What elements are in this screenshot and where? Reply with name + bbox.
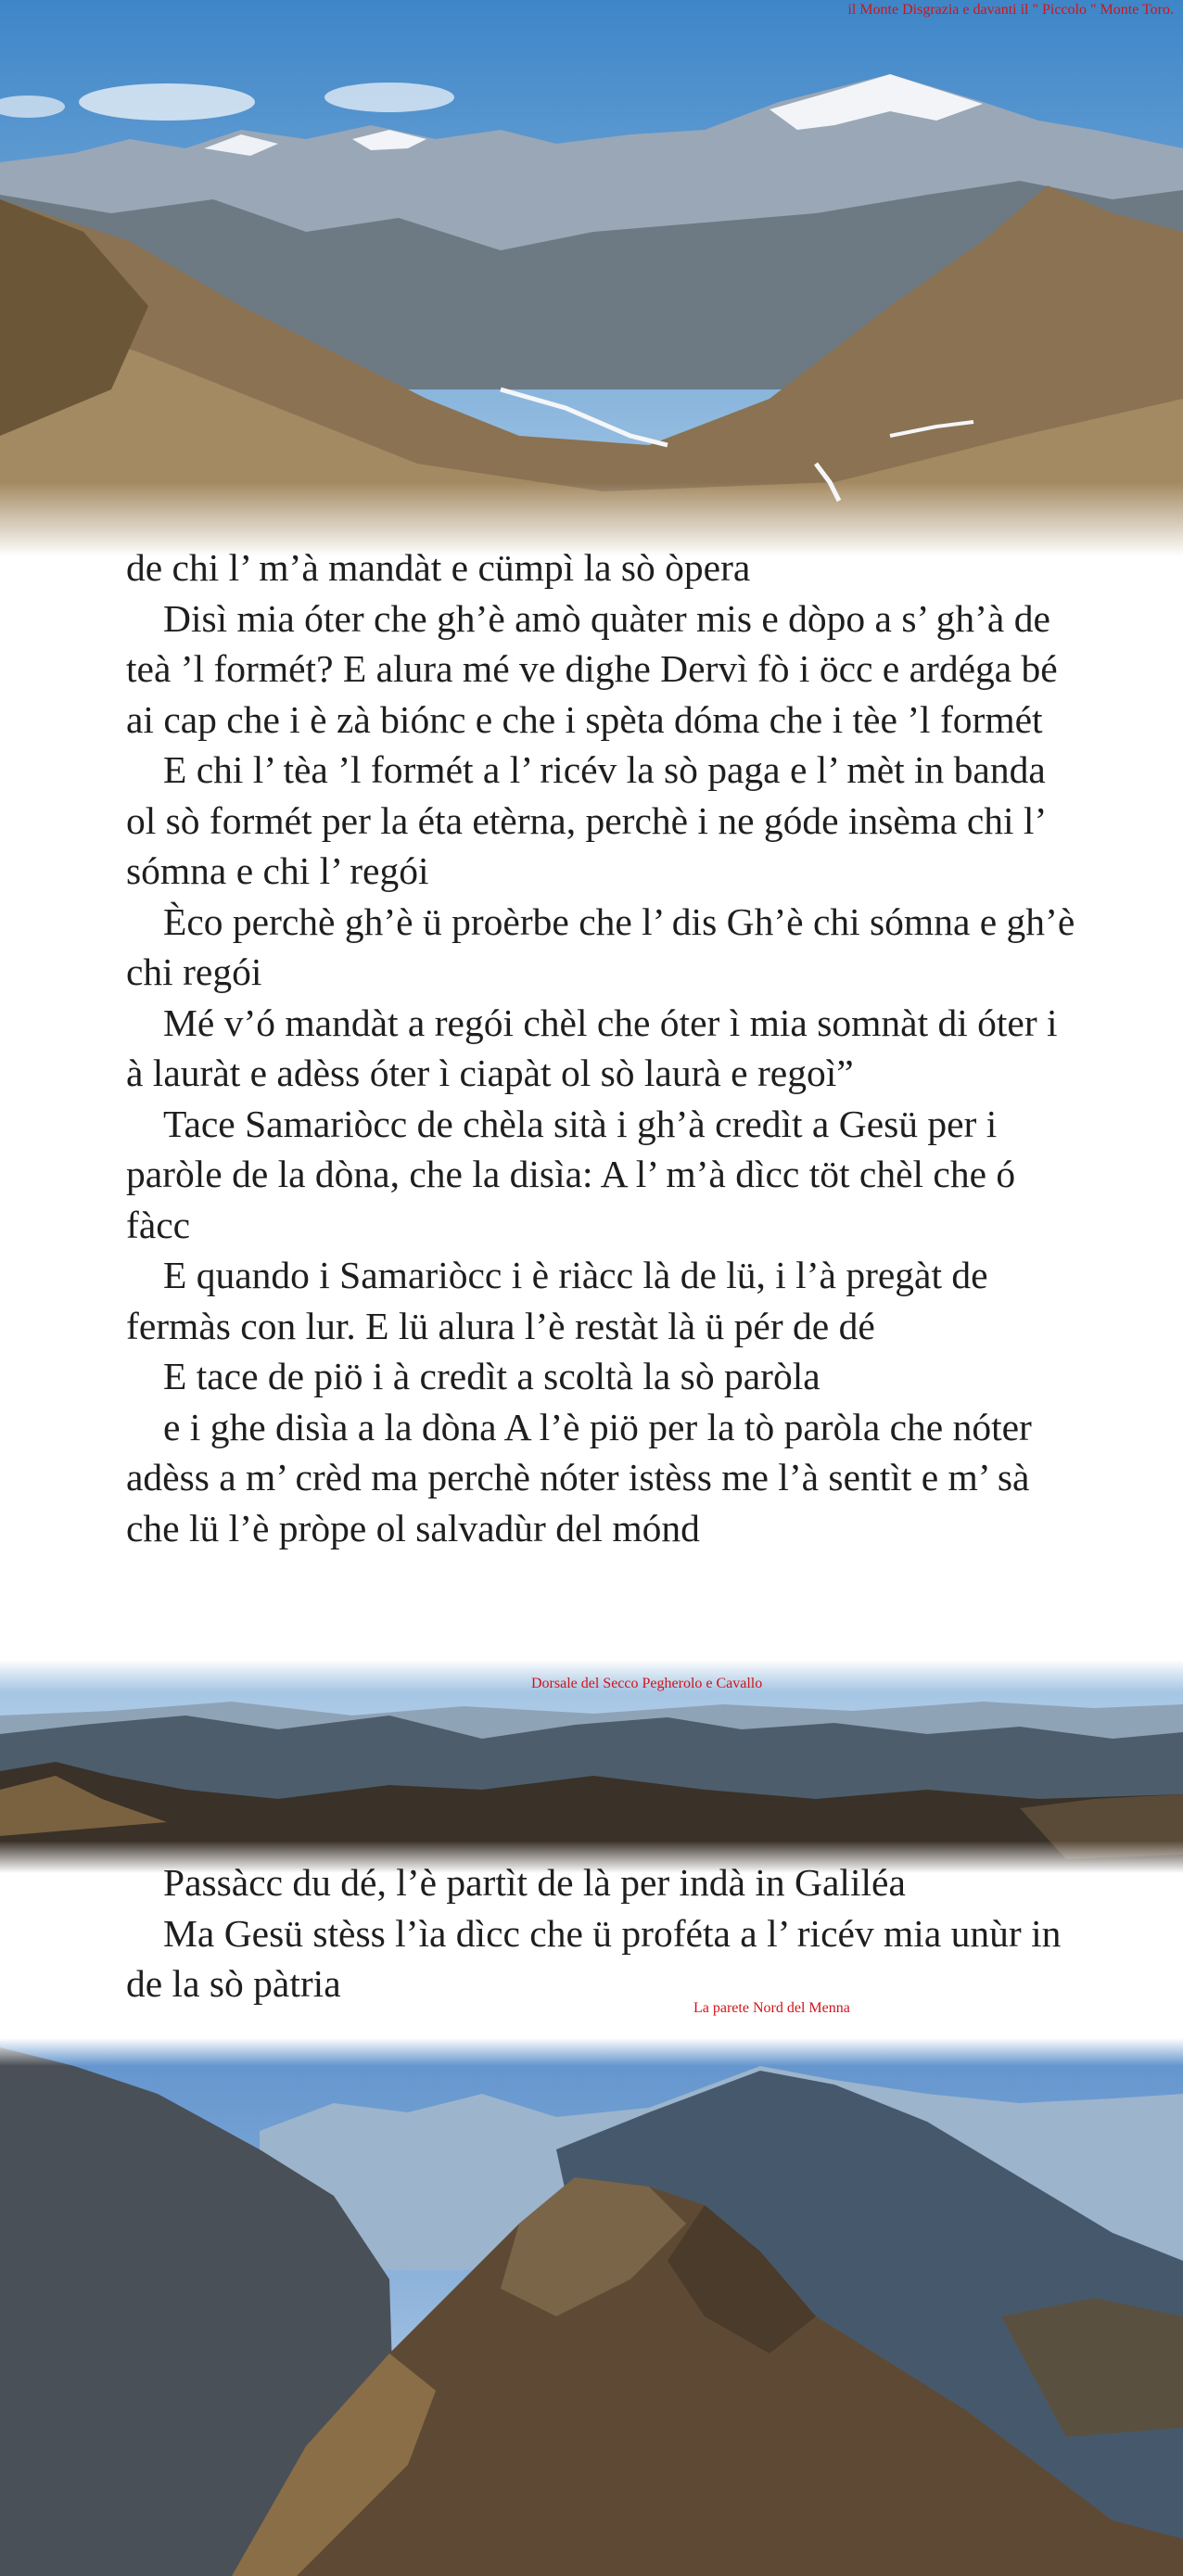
paragraph: E quando i Samariòcc i è riàcc là de lü, i l’à pregàt de fermàs con lur. E lü alura l’è restàt là ü pér de dé	[126, 1254, 988, 1347]
paragraph: Disì mia óter che gh’è amò quàter mis e dòpo a s’ gh’à de teà ’l formét? E alura mé ve dighe Dervì fò i öcc e ardéga bé ai cap che i è zà biónc e che i spèta dóma che i tèe ’l formét	[126, 596, 1058, 741]
photo-parete-nord-menna	[0, 2038, 1183, 2576]
paragraph: E chi l’ tèa ’l formét a l’ ricév la sò paga e l’ mèt in banda ol sò formét per la éta etèrna, perchè i ne góde insèma chi l’ sómna e chi l’ regói	[126, 748, 1046, 892]
paragraph: Tace Samariòcc de chèla sità i gh’à credìt a Gesü per i paròle de la dòna, che la disìa: A l’ m’à dìcc töt chèl che ó fàcc	[126, 1102, 1016, 1246]
photo-monte-disgrazia	[0, 0, 1183, 556]
paragraph: E tace de piö i à credìt a scoltà la sò paròla	[163, 1355, 820, 1397]
paragraph: Ma Gesü stèss l’ìa dìcc che ü proféta a l’ ricév mia unùr in de la sò pàtria	[126, 1911, 1062, 2005]
text-block-2	[126, 1857, 1081, 2009]
paragraph: e i ghe disìa a la dòna A l’è piö per la tò paròla che nóter adèss a m’ crèd ma perchè nóter istèss me l’à sentìt e m’ sà che lü l’è pròpe ol salvadùr del mónd	[126, 1405, 1032, 1549]
paragraph: de chi l’ m’à mandàt e cümpì la sò òpera	[126, 546, 751, 589]
paragraph: Èco perchè gh’è ü proèrbe che l’ dis Gh’è chi sómna e gh’è chi regói	[126, 899, 1075, 993]
text-block-1	[126, 542, 1081, 1553]
photo-menna-graphic	[0, 2038, 1183, 2576]
photo-caption-bottom: La parete Nord del Menna	[693, 2000, 850, 2016]
paragraph: Passàcc du dé, l’è partìt de là per indà in Galiléa	[163, 1861, 906, 1904]
photo-caption-middle: Dorsale del Secco Pegherolo e Cavallo	[531, 1676, 763, 1691]
photo-monte-disgrazia-graphic	[0, 0, 1183, 556]
photo-caption-top: il Monte Disgrazia e davanti il " Piccolo " Monte Toro.	[847, 2, 1174, 18]
paragraph: Mé v’ó mandàt a regói chèl che óter ì mia somnàt di óter i à lauràt e adèss óter ì ciapàt ol sò laurà e regoì”	[126, 1001, 1058, 1094]
